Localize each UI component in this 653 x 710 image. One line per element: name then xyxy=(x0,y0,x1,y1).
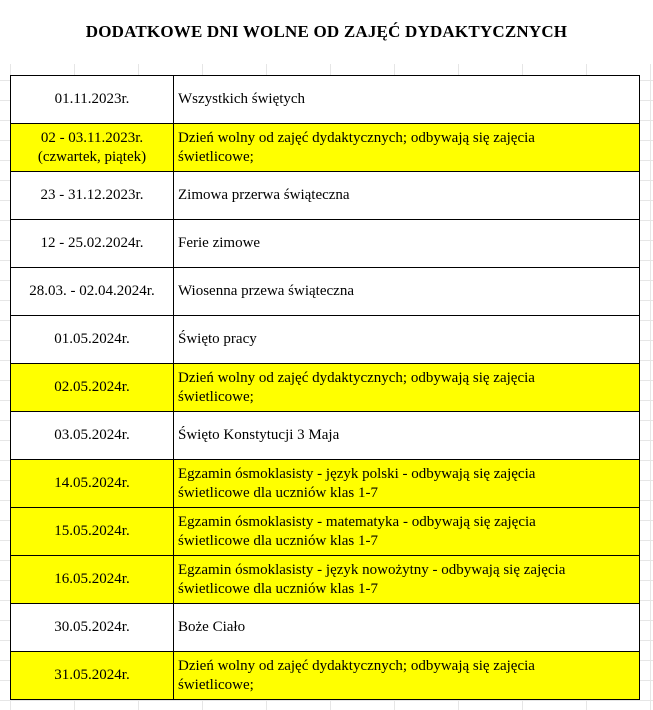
table-row xyxy=(11,412,640,460)
date-line: 03.05.2024r. xyxy=(54,427,130,443)
table-row xyxy=(11,124,640,172)
description-line: świetlicowe; xyxy=(178,388,254,405)
date-cell xyxy=(11,460,174,508)
date-cell xyxy=(11,604,174,652)
table-row xyxy=(11,220,640,268)
description-cell xyxy=(174,364,640,412)
date-cell xyxy=(11,172,174,220)
description-line: Dzień wolny od zajęć dydaktycznych; odbywają się zajęcia xyxy=(178,129,535,146)
date-cell xyxy=(11,364,174,412)
table-row xyxy=(11,316,640,364)
date-cell xyxy=(11,220,174,268)
date-cell xyxy=(11,412,174,460)
table-row xyxy=(11,364,640,412)
description-line: Święto Konstytucji 3 Maja xyxy=(178,427,340,443)
description-cell xyxy=(174,172,640,220)
date-line: 30.05.2024r. xyxy=(54,619,130,635)
description-line: świetlicowe dla uczniów klas 1-7 xyxy=(178,532,378,549)
holiday-schedule-table xyxy=(10,75,640,700)
description-line: świetlicowe dla uczniów klas 1-7 xyxy=(178,484,378,501)
table-row xyxy=(11,460,640,508)
date-line: 12 - 25.02.2024r. xyxy=(40,235,144,251)
schedule-body xyxy=(11,76,640,700)
date-cell xyxy=(11,316,174,364)
description-line: Dzień wolny od zajęć dydaktycznych; odbywają się zajęcia xyxy=(178,657,535,674)
description-line: Dzień wolny od zajęć dydaktycznych; odbywają się zajęcia xyxy=(178,369,535,386)
description-cell xyxy=(174,268,640,316)
description-cell xyxy=(174,604,640,652)
description-line: świetlicowe; xyxy=(178,676,254,693)
description-line: Egzamin ósmoklasisty - język nowożytny - odbywają się zajęcia xyxy=(178,561,566,578)
date-cell xyxy=(11,556,174,604)
description-line: Ferie zimowe xyxy=(178,235,261,251)
date-line: 23 - 31.12.2023r. xyxy=(40,187,144,203)
description-cell xyxy=(174,556,640,604)
description-line: Boże Ciało xyxy=(178,619,246,635)
page-title: DODATKOWE DNI WOLNE OD ZAJĘĆ DYDAKTYCZNYCH xyxy=(85,22,568,41)
description-cell xyxy=(174,412,640,460)
date-cell xyxy=(11,268,174,316)
date-line: 14.05.2024r. xyxy=(54,475,130,491)
table-row xyxy=(11,604,640,652)
date-cell xyxy=(11,76,174,124)
description-line: Zimowa przerwa świąteczna xyxy=(178,187,350,203)
description-cell xyxy=(174,652,640,700)
description-line: Egzamin ósmoklasisty - matematyka - odbywają się zajęcia xyxy=(178,513,536,530)
description-cell xyxy=(174,460,640,508)
date-cell xyxy=(11,508,174,556)
date-line: 16.05.2024r. xyxy=(54,571,130,587)
date-line: 01.05.2024r. xyxy=(54,331,130,347)
date-line: 15.05.2024r. xyxy=(54,523,130,539)
table-row xyxy=(11,268,640,316)
description-cell xyxy=(174,76,640,124)
table-row xyxy=(11,556,640,604)
date-line: 02 - 03.11.2023r. xyxy=(40,129,144,146)
date-line: 02.05.2024r. xyxy=(54,379,130,395)
date-cell xyxy=(11,124,174,172)
description-cell xyxy=(174,316,640,364)
description-cell xyxy=(174,508,640,556)
date-cell xyxy=(11,652,174,700)
description-cell xyxy=(174,220,640,268)
table-row xyxy=(11,508,640,556)
description-line: Święto pracy xyxy=(178,331,257,347)
description-line: świetlicowe dla uczniów klas 1-7 xyxy=(178,580,378,597)
date-line: 28.03. - 02.04.2024r. xyxy=(29,283,155,299)
date-line: 31.05.2024r. xyxy=(54,667,130,683)
title-bar xyxy=(0,0,653,64)
table-row xyxy=(11,652,640,700)
description-line: Egzamin ósmoklasisty - język polski - odbywają się zajęcia xyxy=(178,465,536,482)
description-line: Wszystkich świętych xyxy=(178,91,306,107)
table-row xyxy=(11,172,640,220)
date-line: (czwartek, piątek) xyxy=(37,148,147,165)
date-line: 01.11.2023r. xyxy=(54,91,130,107)
description-cell xyxy=(174,124,640,172)
description-line: Wiosenna przewa świąteczna xyxy=(178,283,354,299)
table-row xyxy=(11,76,640,124)
description-line: świetlicowe; xyxy=(178,148,254,165)
